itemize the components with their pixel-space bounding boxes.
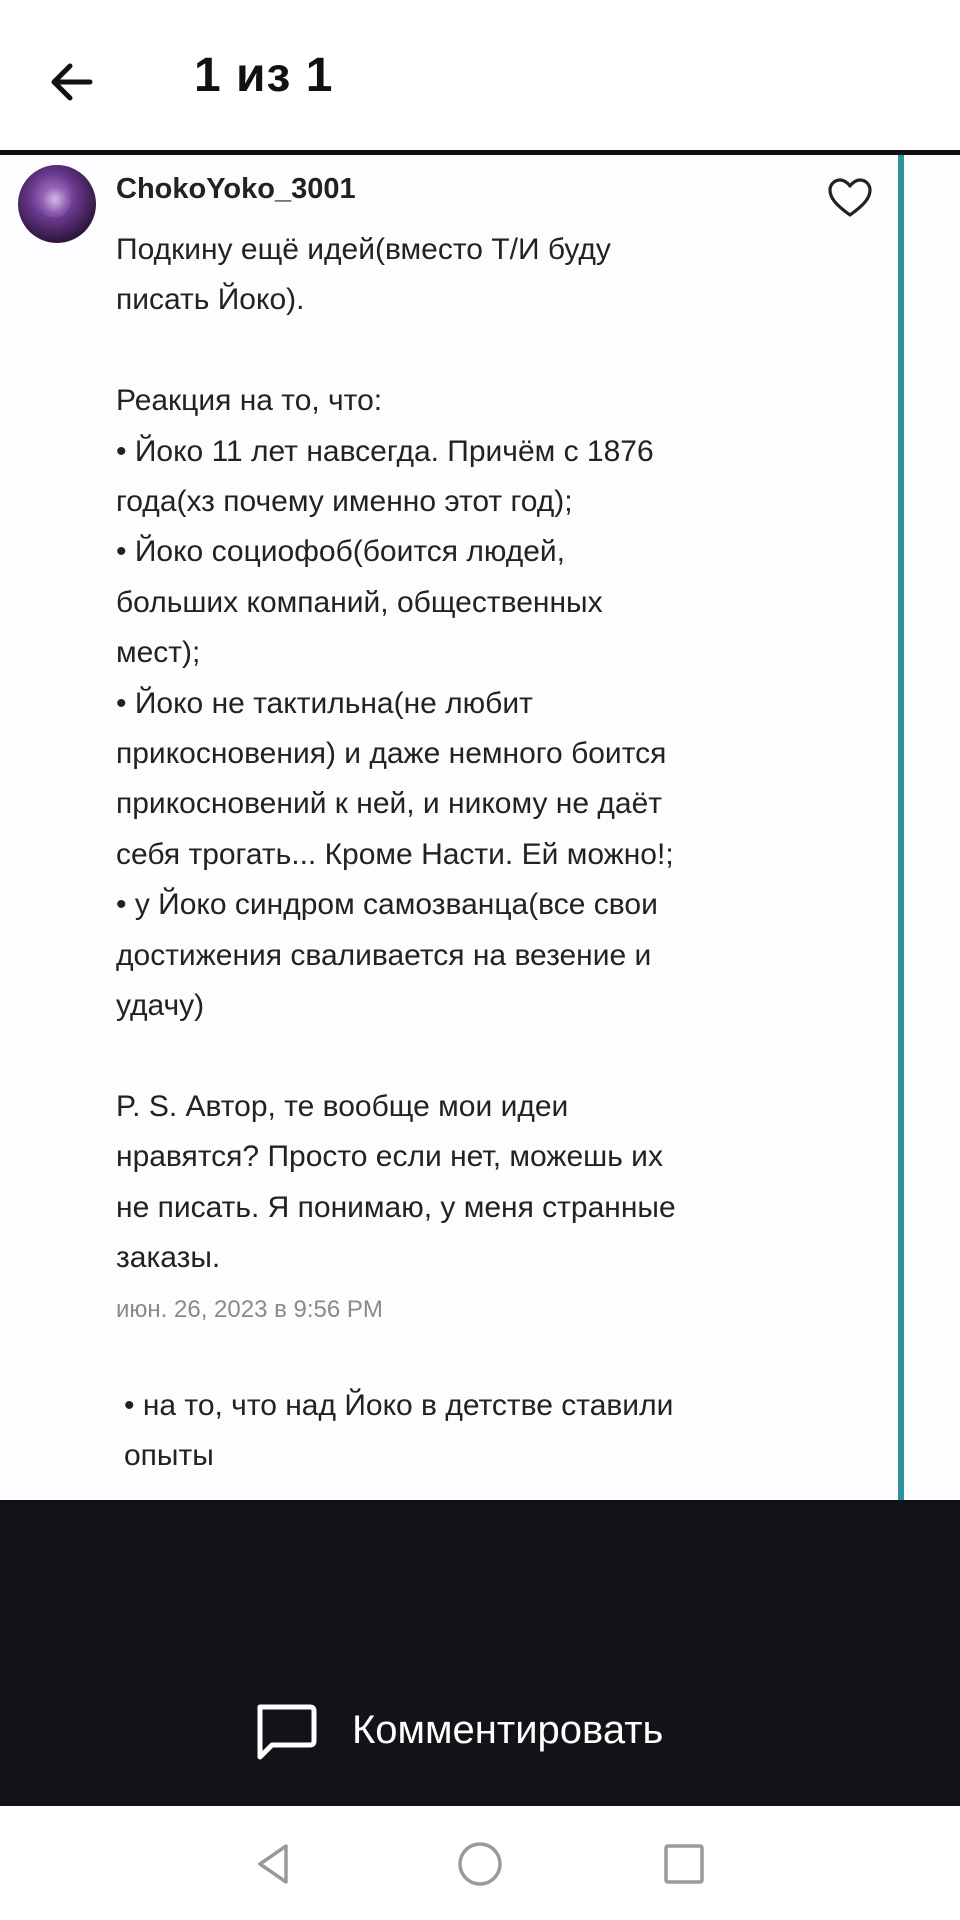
post-body-line <box>116 326 806 376</box>
post-author[interactable]: ChokoYoko_3001 <box>116 173 356 205</box>
post-image <box>0 155 960 1500</box>
post-body-line: года(хз почему именно этот год); <box>116 485 573 519</box>
reply-line: • на то, что над Йоко в детстве ставили <box>124 1389 674 1422</box>
post-body-line: P. S. Автор, те вообще мои идеи <box>116 1089 569 1123</box>
nav-back-button[interactable] <box>248 1838 300 1890</box>
system-nav-bar <box>0 1806 960 1920</box>
post-body-line: • у Йоко синдром самозванца(все свои <box>116 888 658 922</box>
nav-home-button[interactable] <box>454 1838 506 1890</box>
post-body-line: не писать. Я понимаю, у меня странные <box>116 1190 676 1224</box>
avatar[interactable] <box>18 165 96 243</box>
post-timestamp: июн. 26, 2023 в 9:56 PM <box>116 1296 383 1323</box>
post-body-line: себя трогать... Кроме Насти. Ей можно!; <box>116 837 674 871</box>
like-button[interactable] <box>826 175 874 223</box>
post-body-line: нравятся? Просто если нет, можешь их <box>116 1140 663 1174</box>
back-button[interactable] <box>40 44 112 116</box>
post-body-line: мест); <box>116 636 201 670</box>
post-body-line: • Йоко социофоб(боится людей, <box>116 535 565 569</box>
reply-line: опыты <box>124 1439 214 1472</box>
post-body-line: • Йоко 11 лет навсегда. Причём с 1876 <box>116 434 654 468</box>
accent-line <box>898 155 904 1500</box>
comment-panel <box>0 1500 960 1806</box>
post-body-line: прикосновения) и даже немного боится <box>116 737 667 771</box>
circle-home-icon <box>454 1838 506 1890</box>
post-body-line: прикосновений к ней, и никому не даёт <box>116 787 662 821</box>
speech-bubble-icon <box>250 1695 320 1765</box>
post-body-line <box>116 1031 806 1081</box>
post-body-line: больших компаний, общественных <box>116 585 603 619</box>
top-bar <box>0 0 960 150</box>
comment-label: Комментировать <box>352 1707 664 1752</box>
image-counter: 1 из 1 <box>194 49 334 102</box>
heart-outline-icon <box>826 175 874 223</box>
triangle-back-icon <box>248 1838 300 1890</box>
comment-button[interactable] <box>250 1690 730 1770</box>
post-body <box>116 225 806 1284</box>
post-body-line: заказы. <box>116 1241 221 1275</box>
square-recents-icon <box>658 1838 710 1890</box>
post-body-line: удачу) <box>116 989 205 1023</box>
nav-recents-button[interactable] <box>658 1838 710 1890</box>
post-body-line: достижения сваливается на везение и <box>116 938 652 972</box>
arrow-left-icon <box>40 44 112 116</box>
post-body-line: Подкину ещё идей(вместо Т/И буду <box>116 233 611 266</box>
post-body-line: • Йоко не тактильна(не любит <box>116 686 533 720</box>
post-body-line: писать Йоко). <box>116 283 305 317</box>
post-body-line: Реакция на то, что: <box>116 384 383 418</box>
reply-text <box>124 1381 804 1481</box>
